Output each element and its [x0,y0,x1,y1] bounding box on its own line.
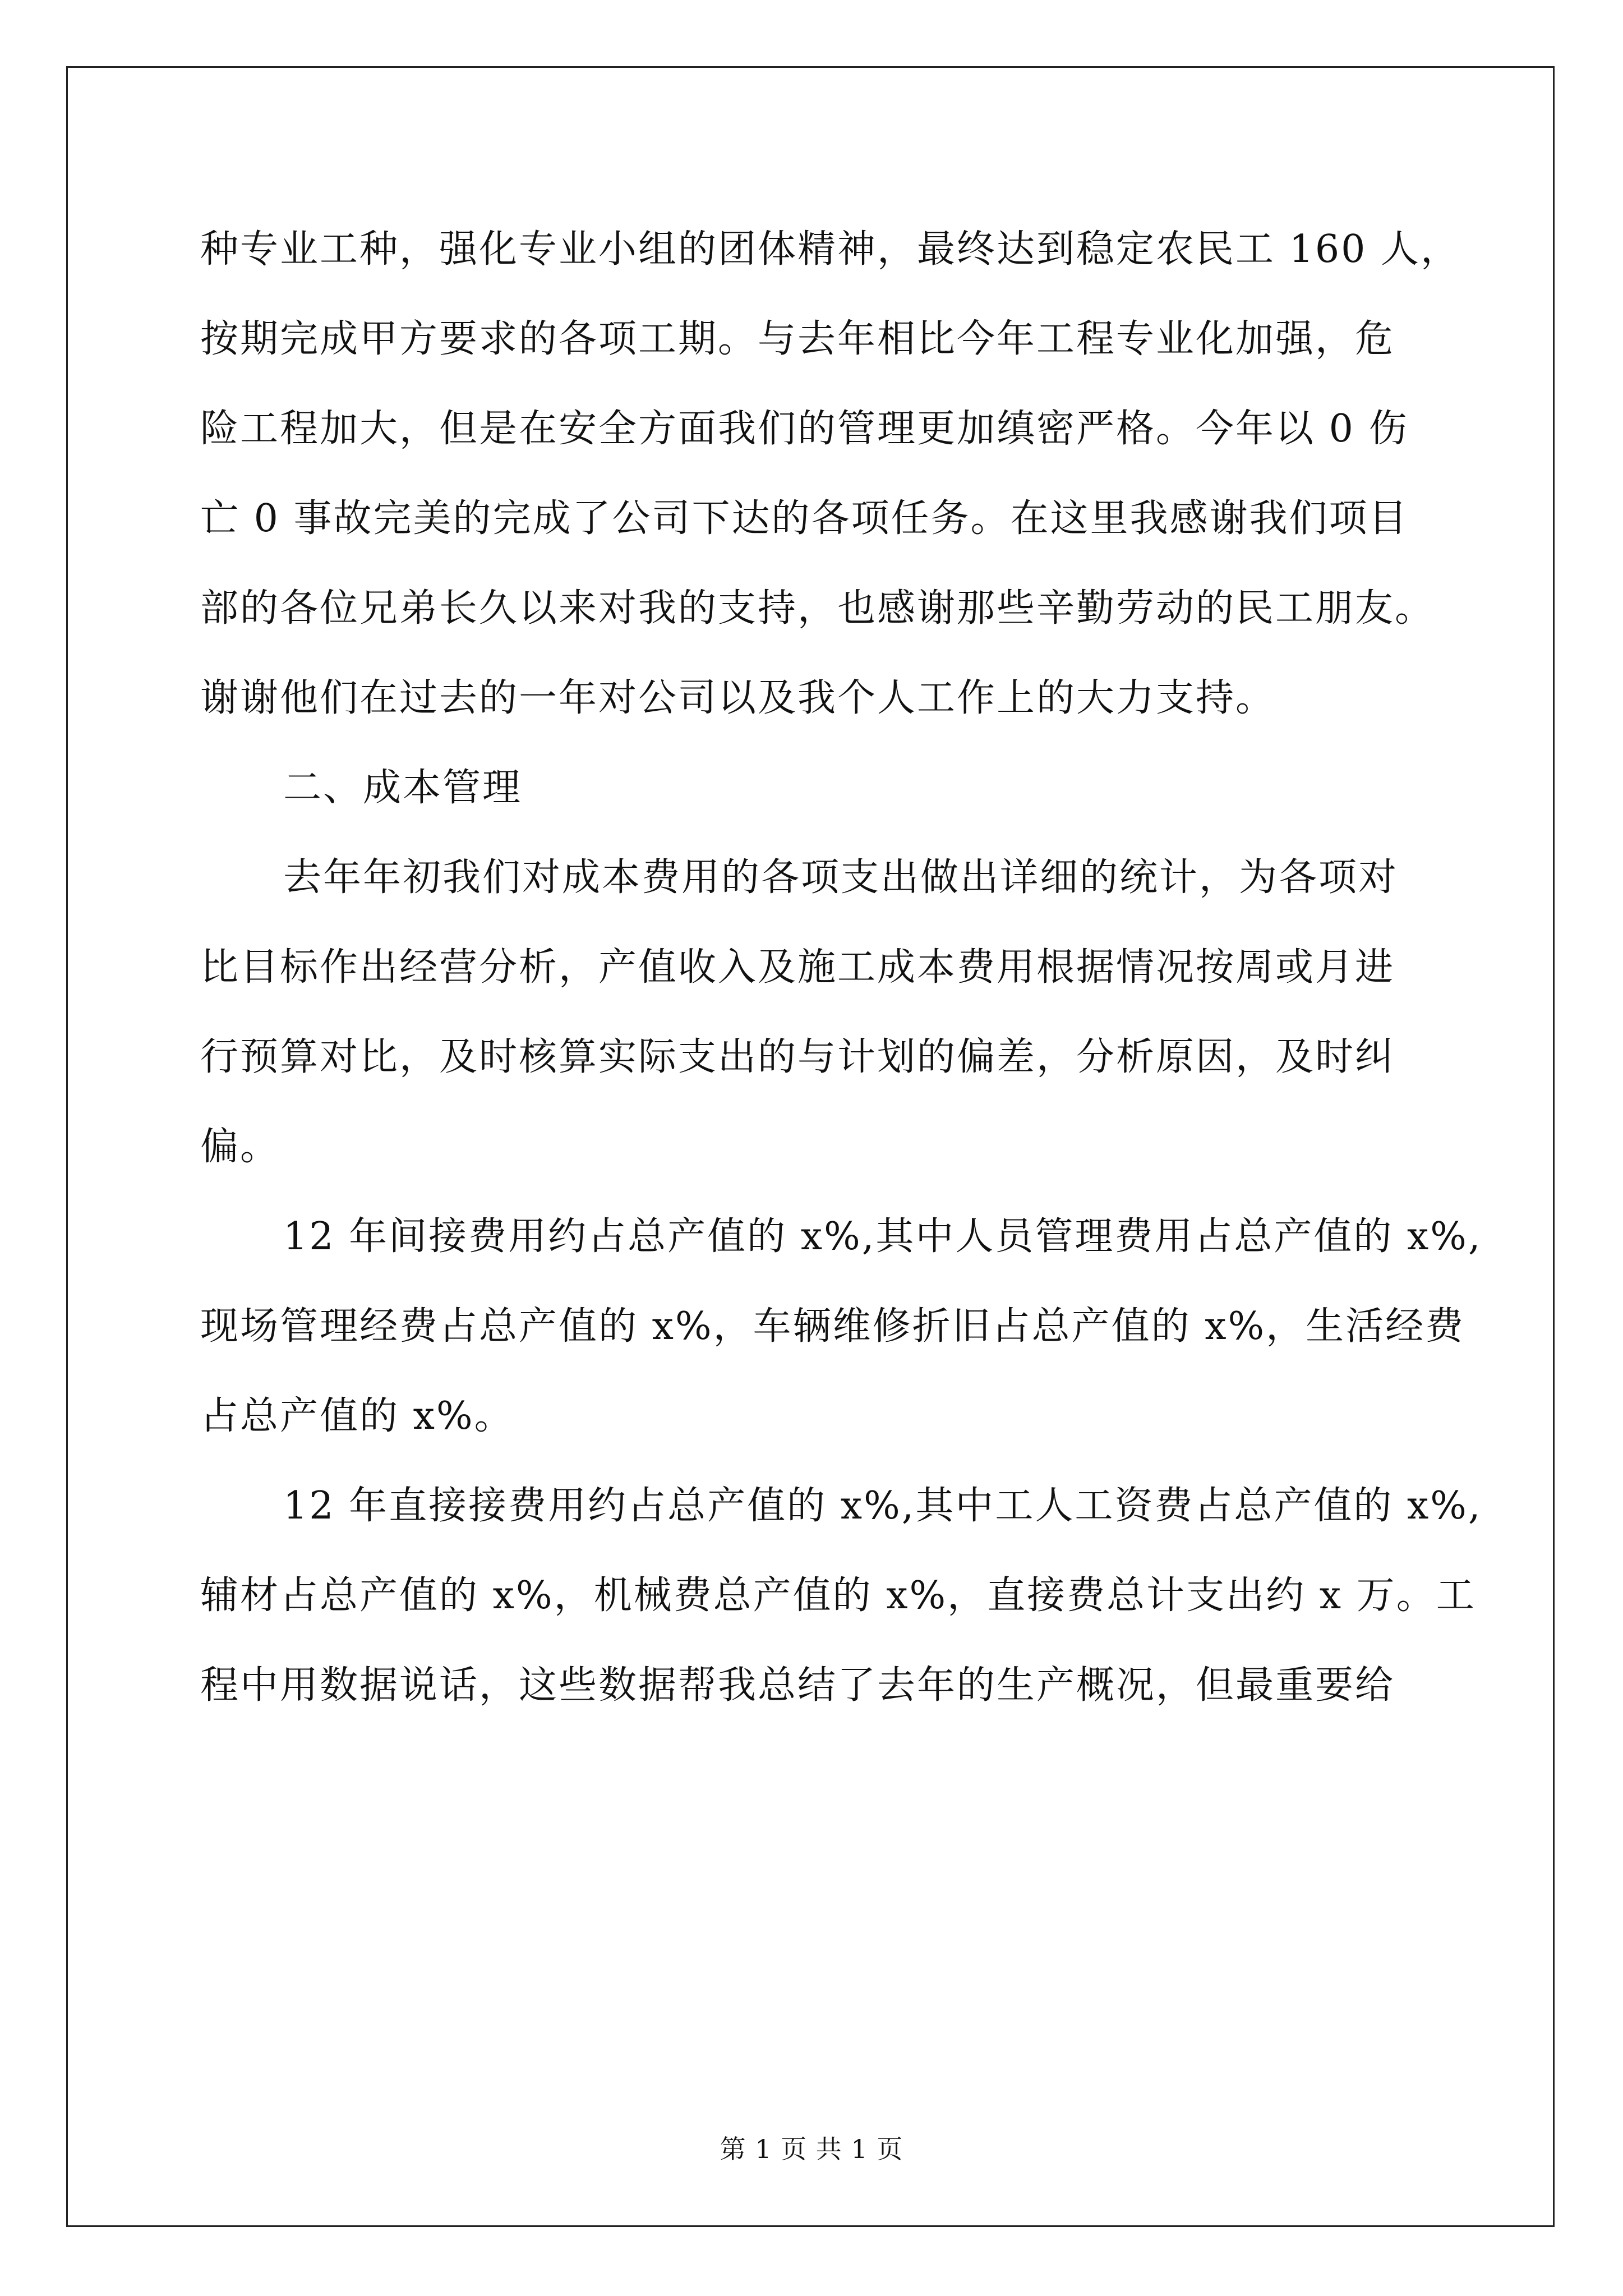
body-line-3: 险工程加大，但是在安全方面我们的管理更加缜密严格。今年以 0 伤 [200,407,1409,451]
document-body [200,205,1482,1731]
body-line-16: 辅材占总产值的 x%，机械费总产值的 x%，直接费总计支出约 x 万。工 [200,1573,1476,1618]
body-line-1: 种专业工种，强化专业小组的团体精神，最终达到稳定农民工 160 人， [200,227,1461,272]
body-line-17: 程中用数据说话，这些数据帮我总结了去年的生产概况，但最重要给 [200,1663,1395,1708]
body-line-15: 12 年直接接费用约占总产值的 x%,其中工人工资费占总产值的 x%, [283,1484,1482,1528]
body-line-2: 按期完成甲方要求的各项工期。与去年相比今年工程专业化加强，危 [200,317,1395,361]
body-line-5: 部的各位兄弟长久以来对我的支持，也感谢那些辛勤劳动的民工朋友。 [200,586,1435,631]
body-line-11: 偏。 [200,1125,280,1169]
body-line-14: 占总产值的 x%。 [200,1394,514,1438]
section-heading: 二、成本管理 [283,766,523,810]
body-line-9: 比目标作出经营分析，产值收入及施工成本费用根据情况按周或月进 [200,945,1395,990]
body-line-4: 亡 0 事故完美的完成了公司下达的各项任务。在这里我感谢我们项目 [200,496,1409,541]
body-line-8: 去年年初我们对成本费用的各项支出做出详细的统计，为各项对 [283,855,1399,900]
body-line-12: 12 年间接费用约占总产值的 x%,其中人员管理费用占总产值的 x%, [283,1214,1482,1259]
body-line-10: 行预算对比，及时核算实际支出的与计划的偏差，分析原因，及时纠 [200,1035,1395,1079]
page-footer: 第 1 页 共 1 页 [720,2134,903,2164]
body-line-13: 现场管理经费占总产值的 x%，车辆维修折旧占总产值的 x%，生活经费 [200,1304,1465,1349]
body-line-6: 谢谢他们在过去的一年对公司以及我个人工作上的大力支持。 [200,676,1276,720]
